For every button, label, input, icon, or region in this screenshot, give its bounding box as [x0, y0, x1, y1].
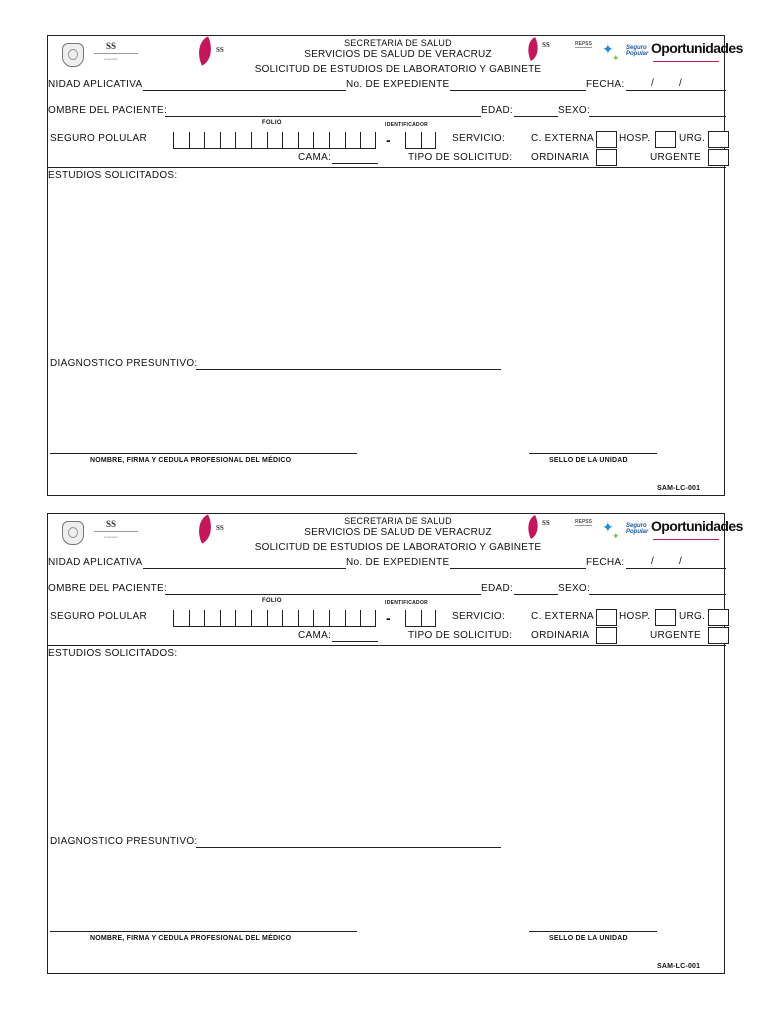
header-solicitud: SOLICITUD DE ESTUDIOS DE LABORATORIO Y GABINETE [254, 542, 542, 553]
folio-label: FOLIO [262, 120, 282, 126]
pink-swoosh-icon [192, 514, 218, 543]
paciente-line[interactable] [165, 116, 481, 117]
state-shield-icon [62, 521, 84, 545]
cama-line[interactable] [332, 641, 378, 642]
expediente-line[interactable] [450, 568, 586, 569]
medico-signature-label: NOMBRE, FIRMA Y CEDULA PROFESIONAL DEL MÉDICO [90, 935, 292, 942]
unidad-label: NIDAD APLICATIVA [48, 557, 143, 568]
paciente-label: OMBRE DEL PACIENTE: [48, 583, 168, 594]
cama-label: CAMA: [298, 152, 332, 163]
header-secretaria: SECRETARIA DE SALUD [344, 516, 452, 526]
fecha-sep-1: / [651, 556, 655, 567]
estudios-label: ESTUDIOS SOLICITADOS: [48, 170, 178, 181]
identificador-cells[interactable] [405, 610, 436, 627]
c-externa-label: C. EXTERNA [531, 133, 595, 144]
sello-line[interactable] [529, 453, 657, 454]
urg-label: URG. [679, 133, 706, 144]
sello-label: SELLO DE LA UNIDAD [549, 457, 628, 464]
identificador-cells[interactable] [405, 132, 436, 149]
urgente-checkbox[interactable] [708, 627, 729, 644]
sello-line[interactable] [529, 931, 657, 932]
ss-logo-rule [94, 531, 138, 532]
fecha-line[interactable] [626, 90, 726, 91]
form-code: SAM-LC-001 [657, 963, 701, 970]
cama-line[interactable] [332, 163, 378, 164]
unidad-line[interactable] [143, 568, 346, 569]
lab-request-form-1 [47, 35, 743, 496]
estudios-area[interactable] [48, 184, 724, 354]
unidad-label: NIDAD APLICATIVA [48, 79, 143, 90]
edad-line[interactable] [514, 594, 558, 595]
ordinaria-checkbox[interactable] [596, 149, 617, 166]
identificador-label: IDENTIFICADOR [385, 122, 429, 128]
urg-label: URG. [679, 611, 706, 622]
repss-logo: REPSS [575, 519, 592, 525]
diagnostico-label: DIAGNOSTICO PRESUNTIVO: [50, 358, 198, 369]
seguro-label: SEGURO POLULAR [50, 611, 148, 622]
seguro-popular-logo: Seguro Popular [626, 523, 649, 535]
fecha-sep-2: / [679, 556, 683, 567]
ss-logo: SS [106, 519, 117, 529]
hosp-checkbox[interactable] [655, 131, 676, 148]
servicio-label: SERVICIO: [452, 611, 506, 622]
header-solicitud: SOLICITUD DE ESTUDIOS DE LABORATORIO Y GABINETE [254, 64, 542, 75]
hosp-label: HOSP. [619, 611, 651, 622]
sexo-label: SEXO: [558, 105, 591, 116]
folio-label: FOLIO [262, 598, 282, 604]
sexo-line[interactable] [589, 116, 726, 117]
seguro-popular-star-icon: ✦ [602, 519, 614, 535]
ss-small-logo: SS [216, 46, 224, 54]
fecha-sep-1: / [651, 78, 655, 89]
oportunidades-logo: Oportunidades [651, 518, 743, 534]
sello-label: SELLO DE LA UNIDAD [549, 935, 628, 942]
seguro-popular-leaf-icon: ✦ [612, 531, 620, 541]
edad-label: EDAD: [481, 105, 514, 116]
urgente-label: URGENTE [650, 152, 701, 163]
estudios-label: ESTUDIOS SOLICITADOS: [48, 648, 178, 659]
edad-line[interactable] [514, 116, 558, 117]
fecha-sep-2: / [679, 78, 683, 89]
oportunidades-underline [653, 539, 719, 540]
expediente-label: No. DE EXPEDIENTE [346, 557, 450, 568]
section-divider [48, 167, 726, 168]
fecha-line[interactable] [626, 568, 726, 569]
sexo-line[interactable] [589, 594, 726, 595]
unidad-line[interactable] [143, 90, 346, 91]
medico-signature-line[interactable] [50, 931, 357, 932]
estudios-area[interactable] [48, 662, 724, 832]
diagnostico-line[interactable] [196, 847, 501, 848]
seguro-popular-star-icon: ✦ [602, 41, 614, 57]
ss-logo: SS [106, 41, 117, 51]
c-externa-label: C. EXTERNA [531, 611, 595, 622]
medico-signature-label: NOMBRE, FIRMA Y CEDULA PROFESIONAL DEL MÉDICO [90, 457, 292, 464]
oportunidades-logo: Oportunidades [651, 40, 743, 56]
form-code: SAM-LC-001 [657, 485, 701, 492]
urgente-label: URGENTE [650, 630, 701, 641]
identificador-label: IDENTIFICADOR [385, 600, 429, 606]
urgente-checkbox[interactable] [708, 149, 729, 166]
folio-dash: - [386, 132, 391, 148]
lab-request-form-2 [47, 513, 743, 974]
section-divider [48, 645, 726, 646]
tipo-label: TIPO DE SOLICITUD: [408, 152, 513, 163]
urg-checkbox[interactable] [708, 131, 729, 148]
sexo-label: SEXO: [558, 583, 591, 594]
expediente-label: No. DE EXPEDIENTE [346, 79, 450, 90]
ss-right-logo: SS [542, 41, 550, 49]
seguro-popular-logo: Seguro Popular [626, 45, 649, 57]
paciente-line[interactable] [165, 594, 481, 595]
folio-dash: - [386, 610, 391, 626]
ordinaria-label: ORDINARIA [531, 152, 590, 163]
header-secretaria: SECRETARIA DE SALUD [344, 38, 452, 48]
ss-logo-subtext: ▪▪▪▪▪▪▪▪▪▪▪ [104, 535, 118, 539]
header-servicios: SERVICIOS DE SALUD DE VERACRUZ [304, 49, 492, 60]
c-externa-checkbox[interactable] [596, 609, 617, 626]
fecha-label: FECHA: [586, 557, 625, 568]
diagnostico-label: DIAGNOSTICO PRESUNTIVO: [50, 836, 198, 847]
ordinaria-checkbox[interactable] [596, 627, 617, 644]
urg-checkbox[interactable] [708, 609, 729, 626]
expediente-line[interactable] [450, 90, 586, 91]
fecha-label: FECHA: [586, 79, 625, 90]
seguro-label: SEGURO POLULAR [50, 133, 148, 144]
ss-right-logo: SS [542, 519, 550, 527]
ss-logo-rule [94, 53, 138, 54]
diagnostico-line[interactable] [196, 369, 501, 370]
c-externa-checkbox[interactable] [596, 131, 617, 148]
ss-small-logo: SS [216, 524, 224, 532]
hosp-checkbox[interactable] [655, 609, 676, 626]
medico-signature-line[interactable] [50, 453, 357, 454]
hosp-label: HOSP. [619, 133, 651, 144]
oportunidades-underline [653, 61, 719, 62]
ordinaria-label: ORDINARIA [531, 630, 590, 641]
folio-cells[interactable] [173, 610, 376, 627]
ss-logo-subtext: ▪▪▪▪▪▪▪▪▪▪▪ [104, 57, 118, 61]
seguro-popular-leaf-icon: ✦ [612, 53, 620, 63]
folio-cells[interactable] [173, 132, 376, 149]
cama-label: CAMA: [298, 630, 332, 641]
paciente-label: OMBRE DEL PACIENTE: [48, 105, 168, 116]
header-servicios: SERVICIOS DE SALUD DE VERACRUZ [304, 527, 492, 538]
state-shield-icon [62, 43, 84, 67]
edad-label: EDAD: [481, 583, 514, 594]
tipo-label: TIPO DE SOLICITUD: [408, 630, 513, 641]
servicio-label: SERVICIO: [452, 133, 506, 144]
pink-swoosh-icon [192, 36, 218, 65]
repss-logo: REPSS [575, 41, 592, 47]
